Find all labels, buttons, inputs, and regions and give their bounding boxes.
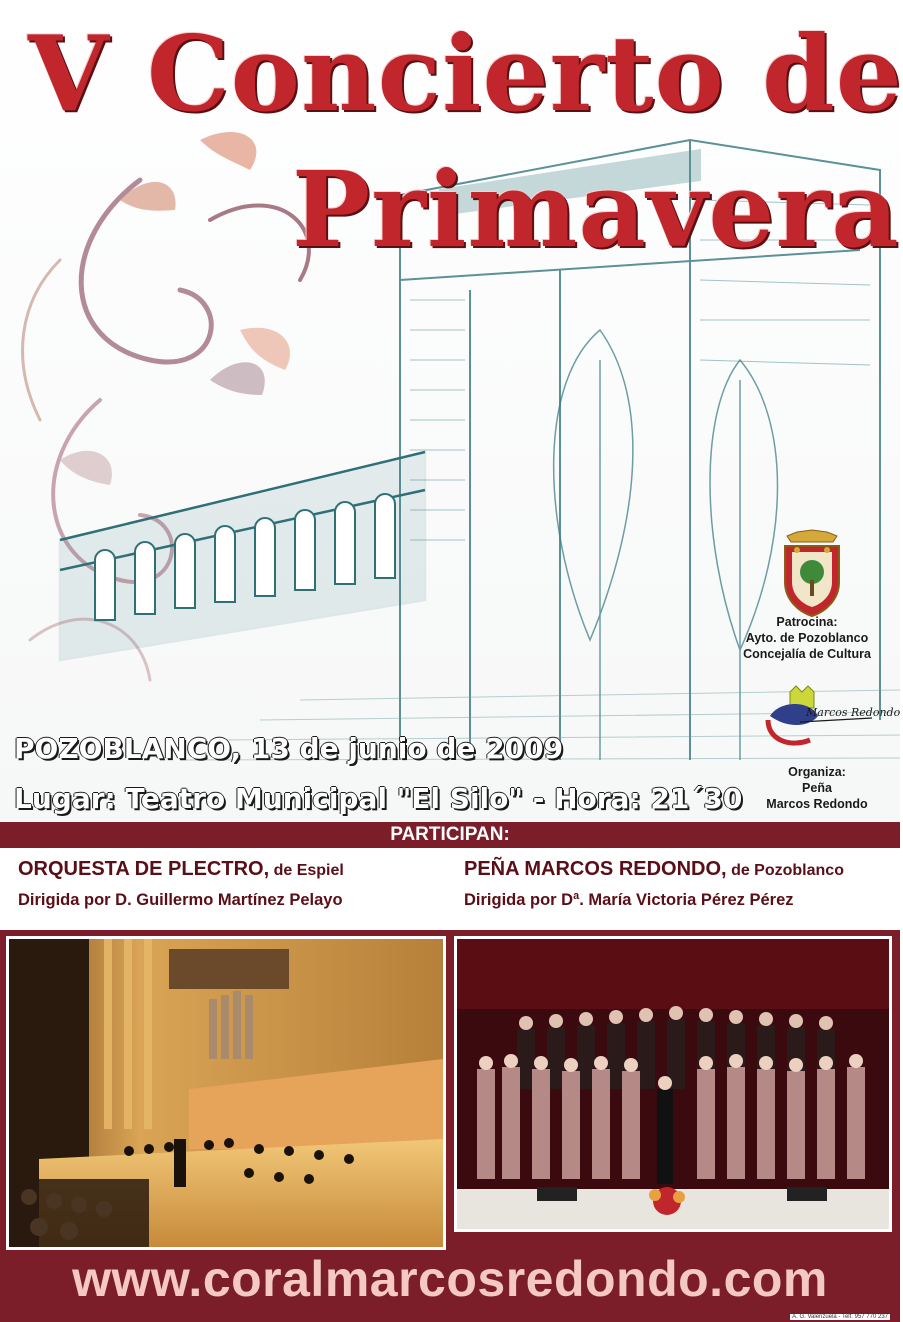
- participant-pena: [464, 858, 844, 910]
- website-url: www.coralmarcosredondo.com: [72, 1251, 828, 1307]
- coat-of-arms-icon: [777, 530, 847, 616]
- poster-title-line-2: Primavera: [292, 148, 900, 271]
- participant-right-director: Dirigida por Dª. María Victoria Pérez Pérez: [464, 891, 794, 909]
- organizer-line-2: Marcos Redondo: [766, 797, 868, 811]
- poster-title-line-1: V Concierto de: [28, 12, 903, 135]
- participant-left-name: ORQUESTA DE PLECTRO,: [18, 858, 270, 880]
- printer-credit: A. G. Valenzuela - Telf. 957 770 237: [792, 1314, 888, 1320]
- organizer-label: Organiza:: [788, 765, 846, 779]
- sponsor-label: Patrocina:: [776, 615, 838, 629]
- participant-orquesta: [18, 858, 344, 910]
- organizer-line-1: Peña: [802, 781, 832, 795]
- participants-heading: PARTICIPAN:: [0, 822, 900, 848]
- sponsor-line-2: Concejalía de Cultura: [743, 647, 871, 661]
- participant-left-place: de Espiel: [273, 862, 344, 879]
- sponsor-line-1: Ayto. de Pozoblanco: [745, 631, 869, 645]
- participant-right-name: PEÑA MARCOS REDONDO,: [464, 858, 727, 880]
- participant-left-director: Dirigida por D. Guillermo Martínez Pelayo: [18, 891, 343, 909]
- participant-right-place: de Pozoblanco: [731, 862, 844, 879]
- pena-marcos-redondo-logo: [760, 686, 901, 752]
- orchestra-photo: [6, 936, 446, 1250]
- sponsor-block: [722, 614, 892, 662]
- event-date: POZOBLANCO, 13 de junio de 2009: [14, 732, 564, 765]
- choir-photo: [454, 936, 892, 1232]
- organizer-block: [742, 764, 892, 812]
- event-venue-time: Lugar: Teatro Municipal "El Silo" - Hora: 21´30: [14, 782, 743, 815]
- svg-text:Marcos Redondo: Marcos Redondo: [806, 706, 901, 719]
